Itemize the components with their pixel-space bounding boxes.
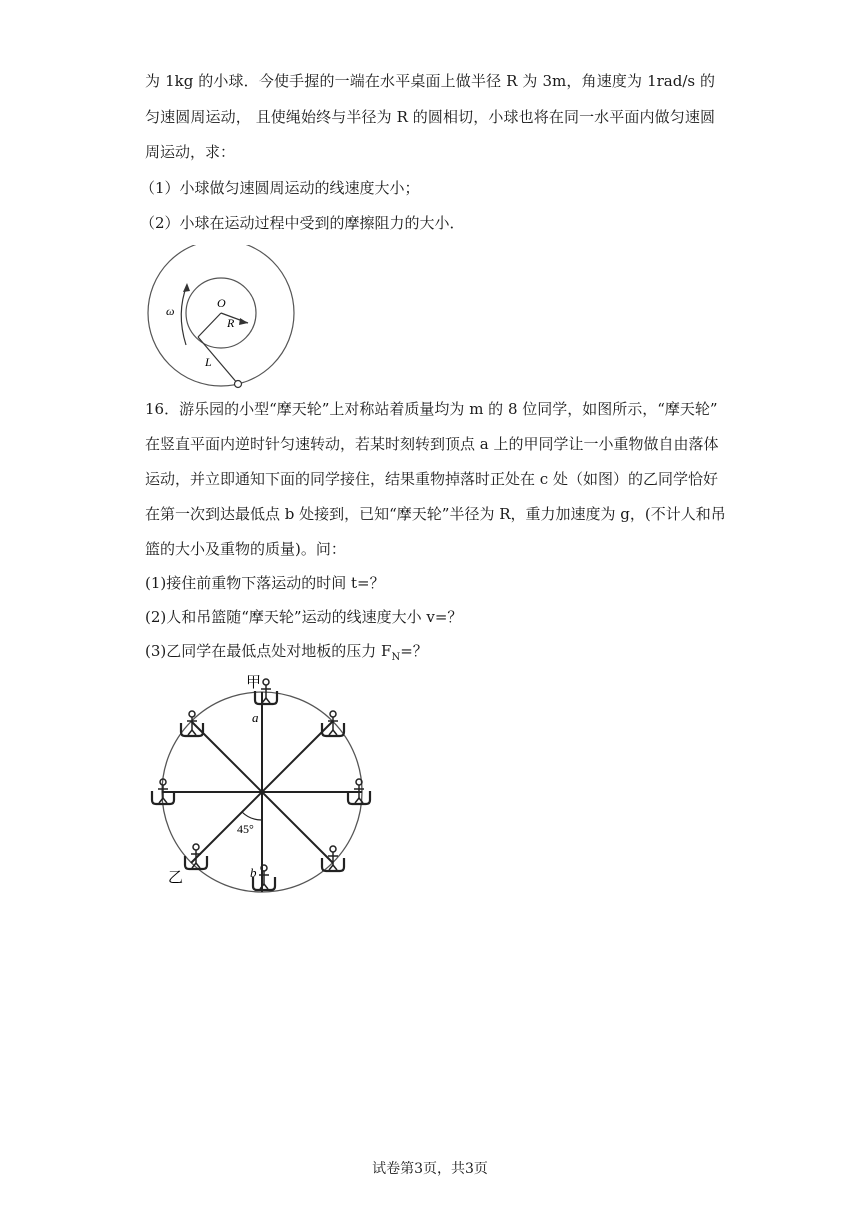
q16-line-5: 篮的大小及重物的质量)。问： — [145, 540, 346, 558]
q16-sub-1: (1)接住前重物下落运动的时间 t=？ — [145, 574, 385, 592]
radius-r-label: R — [227, 316, 235, 330]
top-person-label: 甲 — [246, 675, 262, 691]
q16-sub-3-subscript: N — [391, 652, 401, 663]
q15-line-3: 周运动，求： — [145, 143, 236, 161]
center-o-label: O — [217, 296, 226, 310]
q16-line-1: 16．游乐园的小型“摩天轮”上对称站着质量均为 m 的 8 位同学，如图所示，“摩天轮” — [145, 400, 718, 418]
ferris-wheel-figure — [140, 670, 390, 900]
q16-sub-3-tail: =？ — [400, 642, 428, 660]
point-a-label: a — [252, 710, 259, 725]
q15-sub-1: （1）小球做匀速圆周运动的线速度大小； — [140, 179, 420, 197]
q15-line-1: 为 1kg 的小球．今使手握的一端在水平桌面上做半径 R 为 3m，角速度为 1rad/s 的 — [145, 72, 715, 90]
q16-line-3: 运动，并立即通知下面的同学接住，结果重物掉落时正处在 c 处（如图）的乙同学恰好 — [145, 470, 718, 488]
rotating-ball-figure — [142, 245, 302, 390]
q15-sub-2: （2）小球在运动过程中受到的摩擦阻力的大小． — [140, 214, 465, 232]
q16-line-4: 在第一次到达最低点 b 处接到，已知“摩天轮”半径为 R，重力加速度为 g，(不计人和吊 — [145, 505, 726, 523]
page-footer: 试卷第3页，共3页 — [372, 1161, 488, 1177]
q16-sub-3 — [145, 641, 428, 668]
rope-l-label: L — [205, 355, 212, 369]
q16-sub-3-text: (3)乙同学在最低点处对地板的压力 F — [145, 642, 392, 660]
angle-label: 45° — [237, 822, 254, 836]
point-b-label: b — [250, 865, 257, 880]
left-person-label: 乙 — [168, 870, 184, 886]
q16-sub-2: (2)人和吊篮随“摩天轮”运动的线速度大小 v=？ — [145, 608, 463, 626]
omega-label: ω — [166, 304, 175, 318]
q15-line-2: 匀速圆周运动， 且使绳始终与半径为 R 的圆相切，小球也将在同一水平面内做匀速圆 — [145, 108, 715, 126]
q16-line-2: 在竖直平面内逆时针匀速转动，若某时刻转到顶点 a 上的甲同学让一小重物做自由落体 — [145, 435, 719, 453]
